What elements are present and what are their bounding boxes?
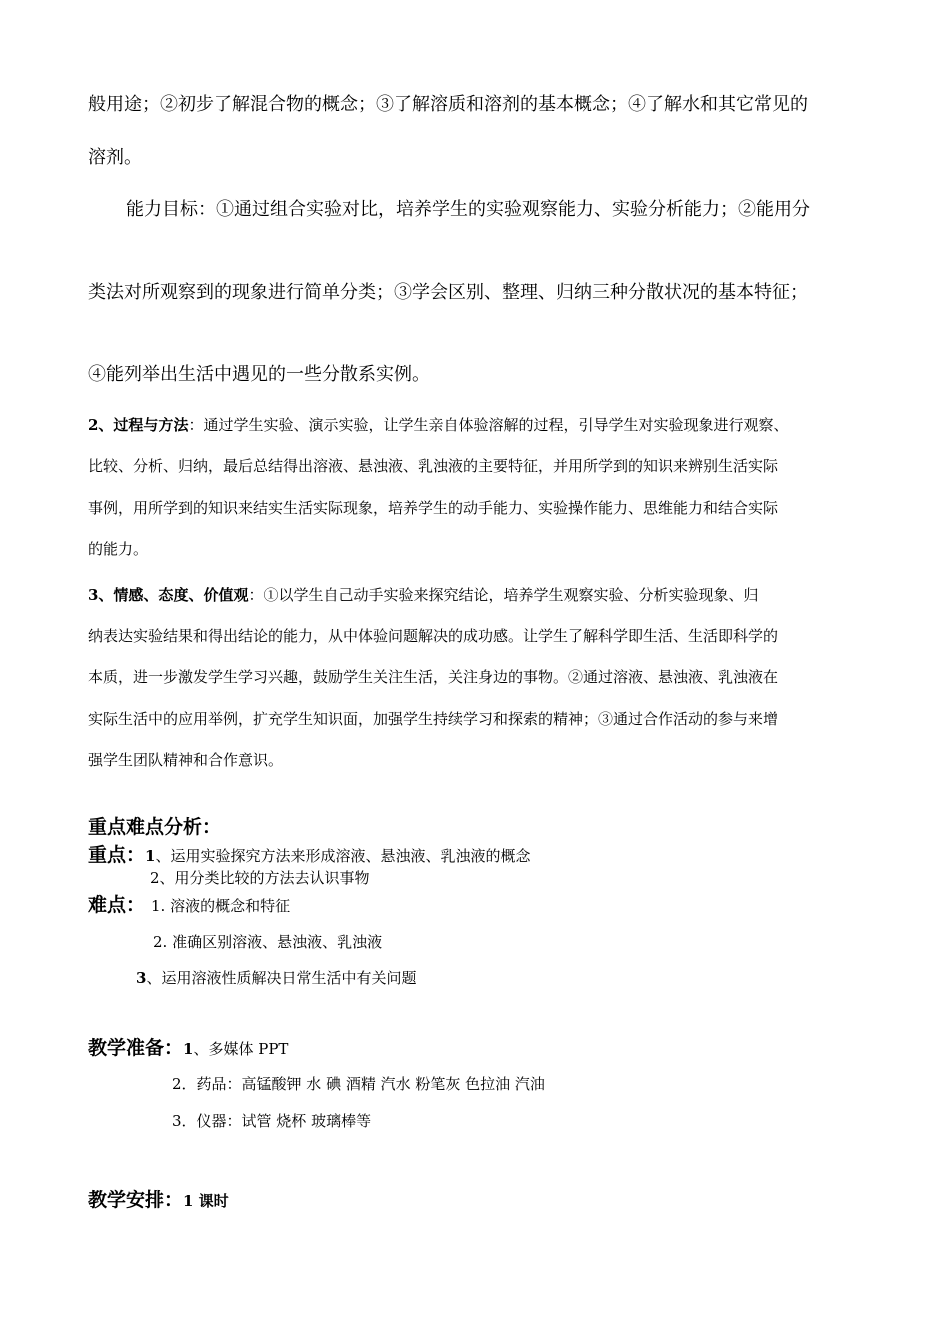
focus-item-2: 2、用分类比较的方法去认识事物: [150, 869, 370, 887]
preparation-line-1: [88, 1039, 288, 1058]
difficulty-item-1: 1. 溶液的概念和特征: [151, 897, 291, 915]
ability-goal-line-3: ④能列举出生活中遇见的一些分散系实例。: [88, 364, 430, 385]
emotion-values-line-2: 纳表达实验结果和得出结论的能力，从中体验问题解决的成功感。让学生了解科学即生活、生活即科学的: [88, 627, 779, 645]
process-method-text: ：通过学生实验、演示实验，让学生亲自体验溶解的过程，引导学生对实验现象进行观察、: [188, 416, 789, 434]
preparation-item-2: 2．药品：高锰酸钾 水 碘 酒精 汽水 粉笔灰 色拉油 汽油: [172, 1075, 545, 1093]
knowledge-goal-line-2: 溶剂。: [88, 147, 142, 168]
focus-label: 重点：: [88, 844, 146, 866]
arrangement-line: [88, 1191, 229, 1210]
emotion-values-line-3: 本质，进一步激发学生学习兴趣，鼓励学生关注生活，关注身边的事物。②通过溶液、悬浊液、乳浊液在: [88, 668, 779, 686]
process-method-line-1: [88, 418, 788, 433]
difficulty-item-3: 、运用溶液性质解决日常生活中有关问题: [146, 969, 417, 987]
ability-goal-line-1: 能力目标：①通过组合实验对比，培养学生的实验观察能力、实验分析能力；②能用分: [126, 199, 810, 220]
emotion-values-label: 3、情感、态度、价值观: [88, 586, 249, 604]
process-method-label: 2、过程与方法: [88, 416, 189, 434]
preparation-item-3: 3．仪器：试管 烧杯 玻璃棒等: [172, 1112, 372, 1130]
ability-goal-line-2: 类法对所观察到的现象进行简单分类；③学会区别、整理、归纳三种分散状况的基本特征；: [88, 282, 808, 303]
emotion-values-line-1: [88, 588, 758, 603]
difficulty-label: 难点：: [88, 894, 146, 916]
preparation-heading: 教学准备：: [88, 1037, 184, 1059]
difficulty-item-2: 2. 准确区别溶液、悬浊液、乳浊液: [153, 933, 383, 951]
difficulty-num-3: 3: [136, 969, 147, 987]
emotion-values-line-5: 强学生团队精神和合作意识。: [88, 751, 284, 769]
difficulty-line-3: [136, 971, 416, 986]
focus-item-1: 、运用实验探究方法来形成溶液、悬浊液、乳浊液的概念: [155, 847, 531, 865]
arrangement-heading: 教学安排：: [88, 1189, 184, 1211]
arrangement-value: 1 课时: [183, 1192, 229, 1210]
focus-line-1: [88, 846, 530, 865]
process-method-line-2: 比较、分析、归纳，最后总结得出溶液、悬浊液、乳浊液的主要特征，并用所学到的知识来辨别生活实际: [88, 457, 779, 475]
preparation-item-1: 、多媒体 PPT: [193, 1040, 289, 1058]
key-points-heading: 重点难点分析：: [88, 816, 222, 838]
process-method-line-4: 的能力。: [88, 540, 149, 558]
process-method-line-3: 事例，用所学到的知识来结实生活实际现象，培养学生的动手能力、实验操作能力、思维能力和结合实际: [88, 499, 779, 517]
preparation-num-1: 1: [183, 1040, 194, 1058]
emotion-values-line-4: 实际生活中的应用举例，扩充学生知识面，加强学生持续学习和探索的精神；③通过合作活动的参与来增: [88, 710, 779, 728]
emotion-values-text: ：①以学生自己动手实验来探究结论，培养学生观察实验、分析实验现象、归: [248, 586, 759, 604]
difficulty-line-1: [88, 896, 290, 915]
knowledge-goal-line-1: 般用途；②初步了解混合物的概念；③了解溶质和溶剂的基本概念；④了解水和其它常见的: [88, 94, 808, 115]
focus-num-1: 1: [145, 847, 156, 865]
